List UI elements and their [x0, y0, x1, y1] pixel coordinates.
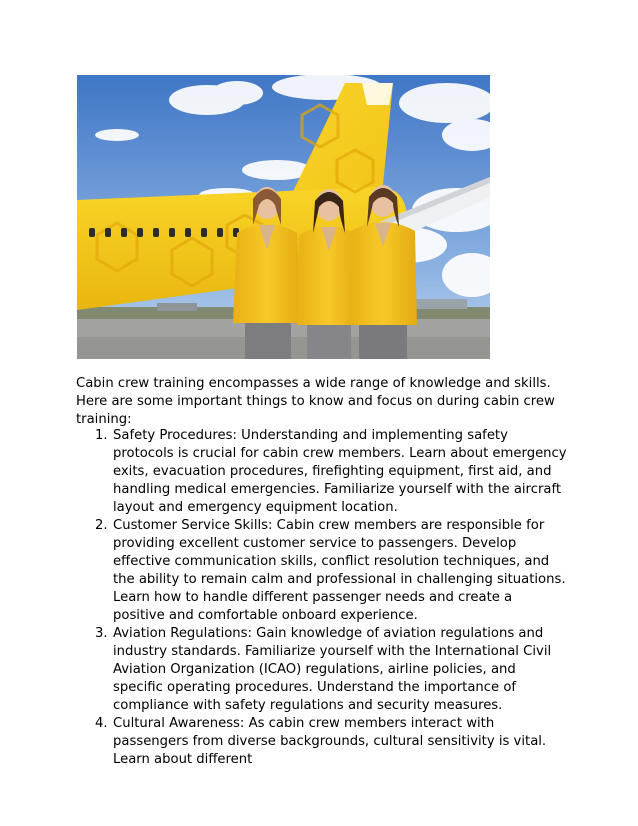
list-item-number: 2.	[95, 518, 108, 533]
list-item	[76, 715, 568, 769]
list-item-text: Cultural Awareness: As cabin crew members interact with passengers from diverse backgrounds, cultural sensitivity is vital. Learn about different	[113, 716, 547, 767]
list-item-text: Safety Procedures: Understanding and implementing safety protocols is crucial for cabin crew members. Learn about emergency exits, evacuation procedures, firefighting equipment, first aid, and handling medical emergencies. Familiarize yourself with the aircraft layout and emergency equipment location.	[113, 428, 567, 515]
list-item	[76, 625, 568, 715]
cabin-crew-photo	[77, 75, 490, 359]
list-item-text: Customer Service Skills: Cabin crew members are responsible for providing excellent customer service to passengers. Develop effective communication skills, conflict resolution techniques, and the ability to remain calm and professional in challenging situations. Learn how to handle different passenger needs and create a positive and comfortable onboard experience.	[113, 518, 566, 623]
intro-paragraph: Cabin crew training encompasses a wide range of knowledge and skills. Here are some important things to know and focus on during cabin crew training:	[76, 376, 555, 427]
cabin-crew-illustration	[77, 75, 490, 359]
list-item	[76, 427, 568, 517]
list-item-number: 1.	[95, 428, 108, 443]
list-item-number: 4.	[95, 716, 108, 731]
list-item	[76, 517, 568, 625]
list-item-number: 3.	[95, 626, 108, 641]
list-item-text: Aviation Regulations: Gain knowledge of aviation regulations and industry standards. Familiarize yourself with the International Civil Aviation Organization (ICAO) regulations, airline policies, and specific operating procedures. Understand the importance of compliance with safety regulations and security measures.	[113, 626, 552, 713]
training-topics-list	[76, 427, 568, 769]
